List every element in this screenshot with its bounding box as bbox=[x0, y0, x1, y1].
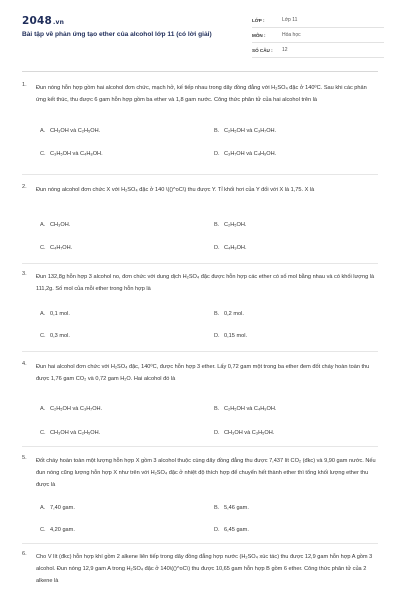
option-a[interactable]: A. CH₃OH. bbox=[40, 222, 71, 228]
question-separator bbox=[22, 351, 378, 352]
option-b[interactable]: B. C₂H₅OH. bbox=[214, 222, 247, 228]
option-a[interactable]: A. 7,40 gam. bbox=[40, 505, 75, 511]
option-a[interactable]: A. C₂H₅OH và C₃H₇OH. bbox=[40, 406, 103, 412]
question-number: 6. bbox=[22, 551, 27, 557]
option-d[interactable]: D. 0,15 mol. bbox=[214, 333, 248, 339]
question-6 bbox=[22, 551, 378, 599]
option-d[interactable]: D. CH₃OH và C₃H₅OH. bbox=[214, 430, 275, 436]
question-1 bbox=[22, 82, 378, 162]
option-c[interactable]: C. 4,20 gam. bbox=[40, 527, 75, 533]
question-number: 1. bbox=[22, 82, 27, 88]
question-text: Đốt cháy hoàn toàn một lượng hỗn hợp X gồm 3 alcohol thuộc cùng dãy đồng đẳng thu được 7,437 lít CO₂ (đkc) và 9,90 gam nước. Nếu đun nóng cũng lượng hỗn hợp X như trên với H₂SO₄ đặc ở nhiệt độ thích hợp để chuyển hết thành ether thì tổng khối lượng ether thu được là bbox=[36, 458, 376, 488]
option-c[interactable]: C. CH₃OH và C₂H₅OH. bbox=[40, 430, 101, 436]
question-separator bbox=[22, 263, 378, 264]
option-d[interactable]: D. C₄H₉OH. bbox=[214, 245, 247, 251]
option-a[interactable]: A. 0,1 mol. bbox=[40, 311, 70, 317]
question-number: 3. bbox=[22, 271, 27, 277]
question-4 bbox=[22, 361, 378, 443]
meta-value: Hóa học bbox=[282, 32, 301, 38]
question-text: Đun nóng alcohol đơn chức X với H₂SO₄ đặc ở 140 \(()^oC\) thu được Y. Tỉ khối hơi của Y đối với X là 1,75. X là bbox=[36, 187, 315, 193]
option-b[interactable]: B. C₂H₅OH và C₃H₇OH. bbox=[214, 128, 277, 134]
meta-label: LỚP : bbox=[252, 17, 265, 23]
option-c[interactable]: C. C₄H₇OH. bbox=[40, 245, 73, 251]
question-text: Đun 132,8g hỗn hợp 3 alcohol no, đơn chức với dung dịch H₂SO₄ đặc được hỗn hợp các ether có số mol bằng nhau và có khối lượng là 111,2g. Số mol của mỗi ether trong hỗn hợp là bbox=[36, 274, 375, 292]
meta-value: Lớp 11 bbox=[282, 17, 298, 23]
question-number: 5. bbox=[22, 455, 27, 461]
option-c[interactable]: C. C₃H₅OH và C₄H₈OH. bbox=[40, 151, 103, 157]
meta-label: SỐ CÂU : bbox=[252, 47, 273, 53]
question-2 bbox=[22, 184, 378, 256]
option-b[interactable]: B. 5,46 gam. bbox=[214, 505, 249, 511]
question-text: Cho V lít (đkc) hỗn hợp khí gồm 2 alkene liên tiếp trong dãy đồng đẳng hợp nước (H₂SO₄ xúc tác) thu được 12,9 gam hỗn hợp A gồm 3 alcohol. Đun nóng 12,9 gam A trong H₂SO₄ đặc ở 140\(()^oC\) thu được 10,65 gam hỗn hợp B gồm 6 ether. Công thức phân tử của 2 alkene là bbox=[36, 554, 373, 584]
document-title: Bài tập về phản ứng tạo ether của alcohol lớp 11 (có lời giải) bbox=[22, 31, 212, 38]
document-header bbox=[0, 0, 400, 66]
option-b[interactable]: B. 0,2 mol. bbox=[214, 311, 244, 317]
question-3 bbox=[22, 271, 378, 345]
logo-suffix: .vn bbox=[53, 19, 65, 26]
question-number: 4. bbox=[22, 361, 27, 367]
question-separator bbox=[22, 446, 378, 447]
question-separator bbox=[22, 174, 378, 175]
option-c[interactable]: C. 0,3 mol. bbox=[40, 333, 70, 339]
header-divider bbox=[22, 71, 378, 72]
question-5 bbox=[22, 455, 378, 540]
option-d[interactable]: D. 6,45 gam. bbox=[214, 527, 249, 533]
meta-row-class bbox=[252, 13, 384, 28]
meta-row-count bbox=[252, 43, 384, 58]
question-number: 2. bbox=[22, 184, 27, 190]
question-separator bbox=[22, 543, 378, 544]
meta-row-subject bbox=[252, 28, 384, 43]
meta-table bbox=[252, 13, 384, 58]
option-a[interactable]: A. CH₃OH và C₂H₅OH. bbox=[40, 128, 101, 134]
meta-value: 12 bbox=[282, 47, 288, 53]
option-b[interactable]: B. C₂H₅OH và C₄H₉OH. bbox=[214, 406, 277, 412]
option-d[interactable]: D. C₃H₇OH và C₄H₉OH. bbox=[214, 151, 277, 157]
question-text: Đun hai alcohol đơn chức với H₂SO₄ đặc, 140⁰C, được hỗn hợp 3 ether. Lấy 0,72 gam một trong ba ether đem đốt cháy hoàn toàn thu được 1,76 gam CO₂ và 0,72 gam H₂O. Hai alcohol đó là bbox=[36, 364, 370, 382]
question-text: Đun nóng hỗn hợp gồm hai alcohol đơn chức, mạch hở, kế tiếp nhau trong dãy đồng đẳng với H₂SO₄ đặc ở 140⁰C. Sau khi các phản ứng kết thúc, thu được 6 gam hỗn hợp gồm ba ether và 1,8 gam nước. Công thức phân tử của hai alcohol trên là bbox=[36, 85, 367, 103]
meta-label: MÔN : bbox=[252, 32, 266, 38]
logo-text: 2048 bbox=[22, 15, 53, 27]
site-logo[interactable] bbox=[22, 15, 64, 27]
